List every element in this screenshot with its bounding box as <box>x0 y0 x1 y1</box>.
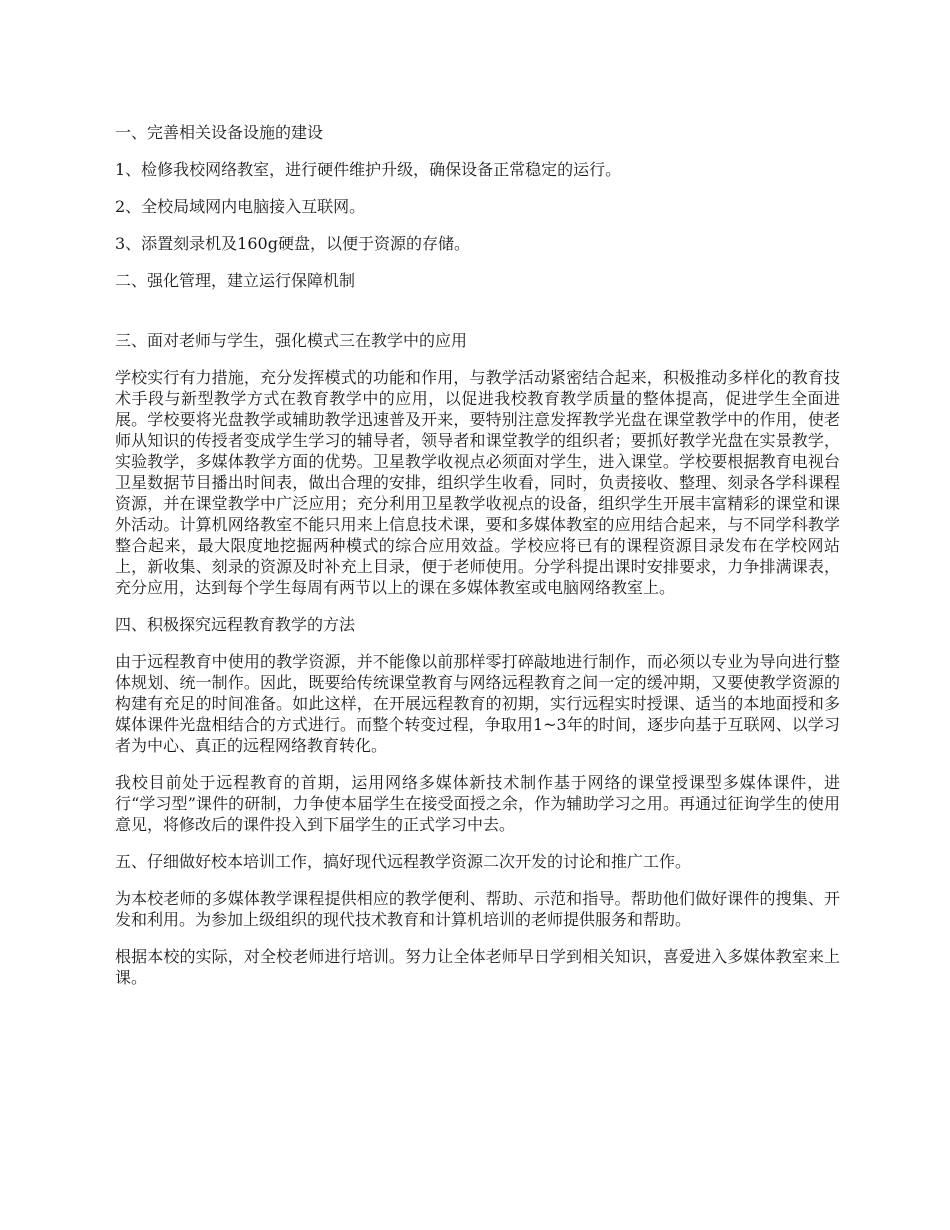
paragraph-5-body-1: 为本校老师的多媒体教学课程提供相应的教学便利、帮助、示范和指导。帮助他们做好课件的搜集、开发和利用。为参加上级组织的现代技术教育和计算机培训的老师提供服务和帮助。 <box>115 889 840 929</box>
section-heading-1: 一、完善相关设备设施的建设 <box>115 123 324 142</box>
section-heading-5: 五、仔细做好校本培训工作，搞好现代远程教学资源二次开发的讨论和推广工作。 <box>115 852 692 871</box>
document-body <box>115 122 840 988</box>
list-item-1: 1、检修我校网络教室，进行硬件维护升级，确保设备正常稳定的运行。 <box>115 160 622 179</box>
paragraph-5-body-2: 根据本校的实际，对全校老师进行培训。努力让全体老师早日学到相关知识，喜爱进入多媒体教室来上课。 <box>115 947 840 987</box>
paragraph-4-body-1: 由于远程教育中使用的教学资源，并不能像以前那样零打碎敲地进行制作，而必须以专业为导向进行整体规划、统一制作。因此，既要给传统课堂教育与网络远程教育之间一定的缓冲期，又要使教学资源的构建有充足的时间准备。如此这样，在开展远程教育的初期，实行远程实时授课、适当的本地面授和多媒体课件光盘相结合的方式进行。而整个转变过程，争取用1~3年的时间，逐步向基于互联网、以学习者为中心、真正的远程网络教育转化。 <box>115 652 840 755</box>
list-item-3: 3、添置刻录机及160g硬盘，以便于资源的存储。 <box>115 234 470 253</box>
section-heading-4: 四、积极探究远程教育教学的方法 <box>115 615 356 634</box>
paragraph-4-body-2: 我校目前处于远程教育的首期，运用网络多媒体新技术制作基于网络的课堂授课型多媒体课件，进行“学习型”课件的研制，力争使本届学生在接受面授之余，作为辅助学习之用。再通过征询学生的使用意见，将修改后的课件投入到下届学生的正式学习中去。 <box>115 773 840 834</box>
section-heading-2: 二、强化管理，建立运行保障机制 <box>115 271 356 290</box>
paragraph-3-body: 学校实行有力措施，充分发挥模式的功能和作用，与教学活动紧密结合起来，积极推动多样化的教育技术手段与新型教学方式在教育教学中的应用，以促进我校教育教学质量的整体提高，促进学生全面进展。学校要将光盘教学或辅助教学迅速普及开来，要特别注意发挥教学光盘在课堂教学中的作用，使老师从知识的传授者变成学生学习的辅导者，领导者和课堂教学的组织者；要抓好教学光盘在实景教学，实验教学，多媒体教学方面的优势。卫星教学收视点必须面对学生，进入课堂。学校要根据教育电视台卫星数据节目播出时间表，做出合理的安排，组织学生收看，同时，负责接收、整理、刻录各学科课程资源，并在课堂教学中广泛应用；充分利用卫星教学收视点的设备，组织学生开展丰富精彩的课堂和课外活动。计算机网络教室不能只用来上信息技术课，要和多媒体教室的应用结合起来，与不同学科教学整合起来，最大限度地挖掘两种模式的综合应用效益。学校应将已有的课程资源目录发布在学校网站上，新收集、刻录的资源及时补充上目录，便于老师使用。分学科提出课时安排要求，力争排满课表，充分应用，达到每个学生每周有两节以上的课在多媒体教室或电脑网络教室上。 <box>115 368 840 597</box>
list-item-2: 2、全校局域网内电脑接入互联网。 <box>115 197 366 216</box>
section-heading-3: 三、面对老师与学生，强化模式三在教学中的应用 <box>115 331 468 350</box>
